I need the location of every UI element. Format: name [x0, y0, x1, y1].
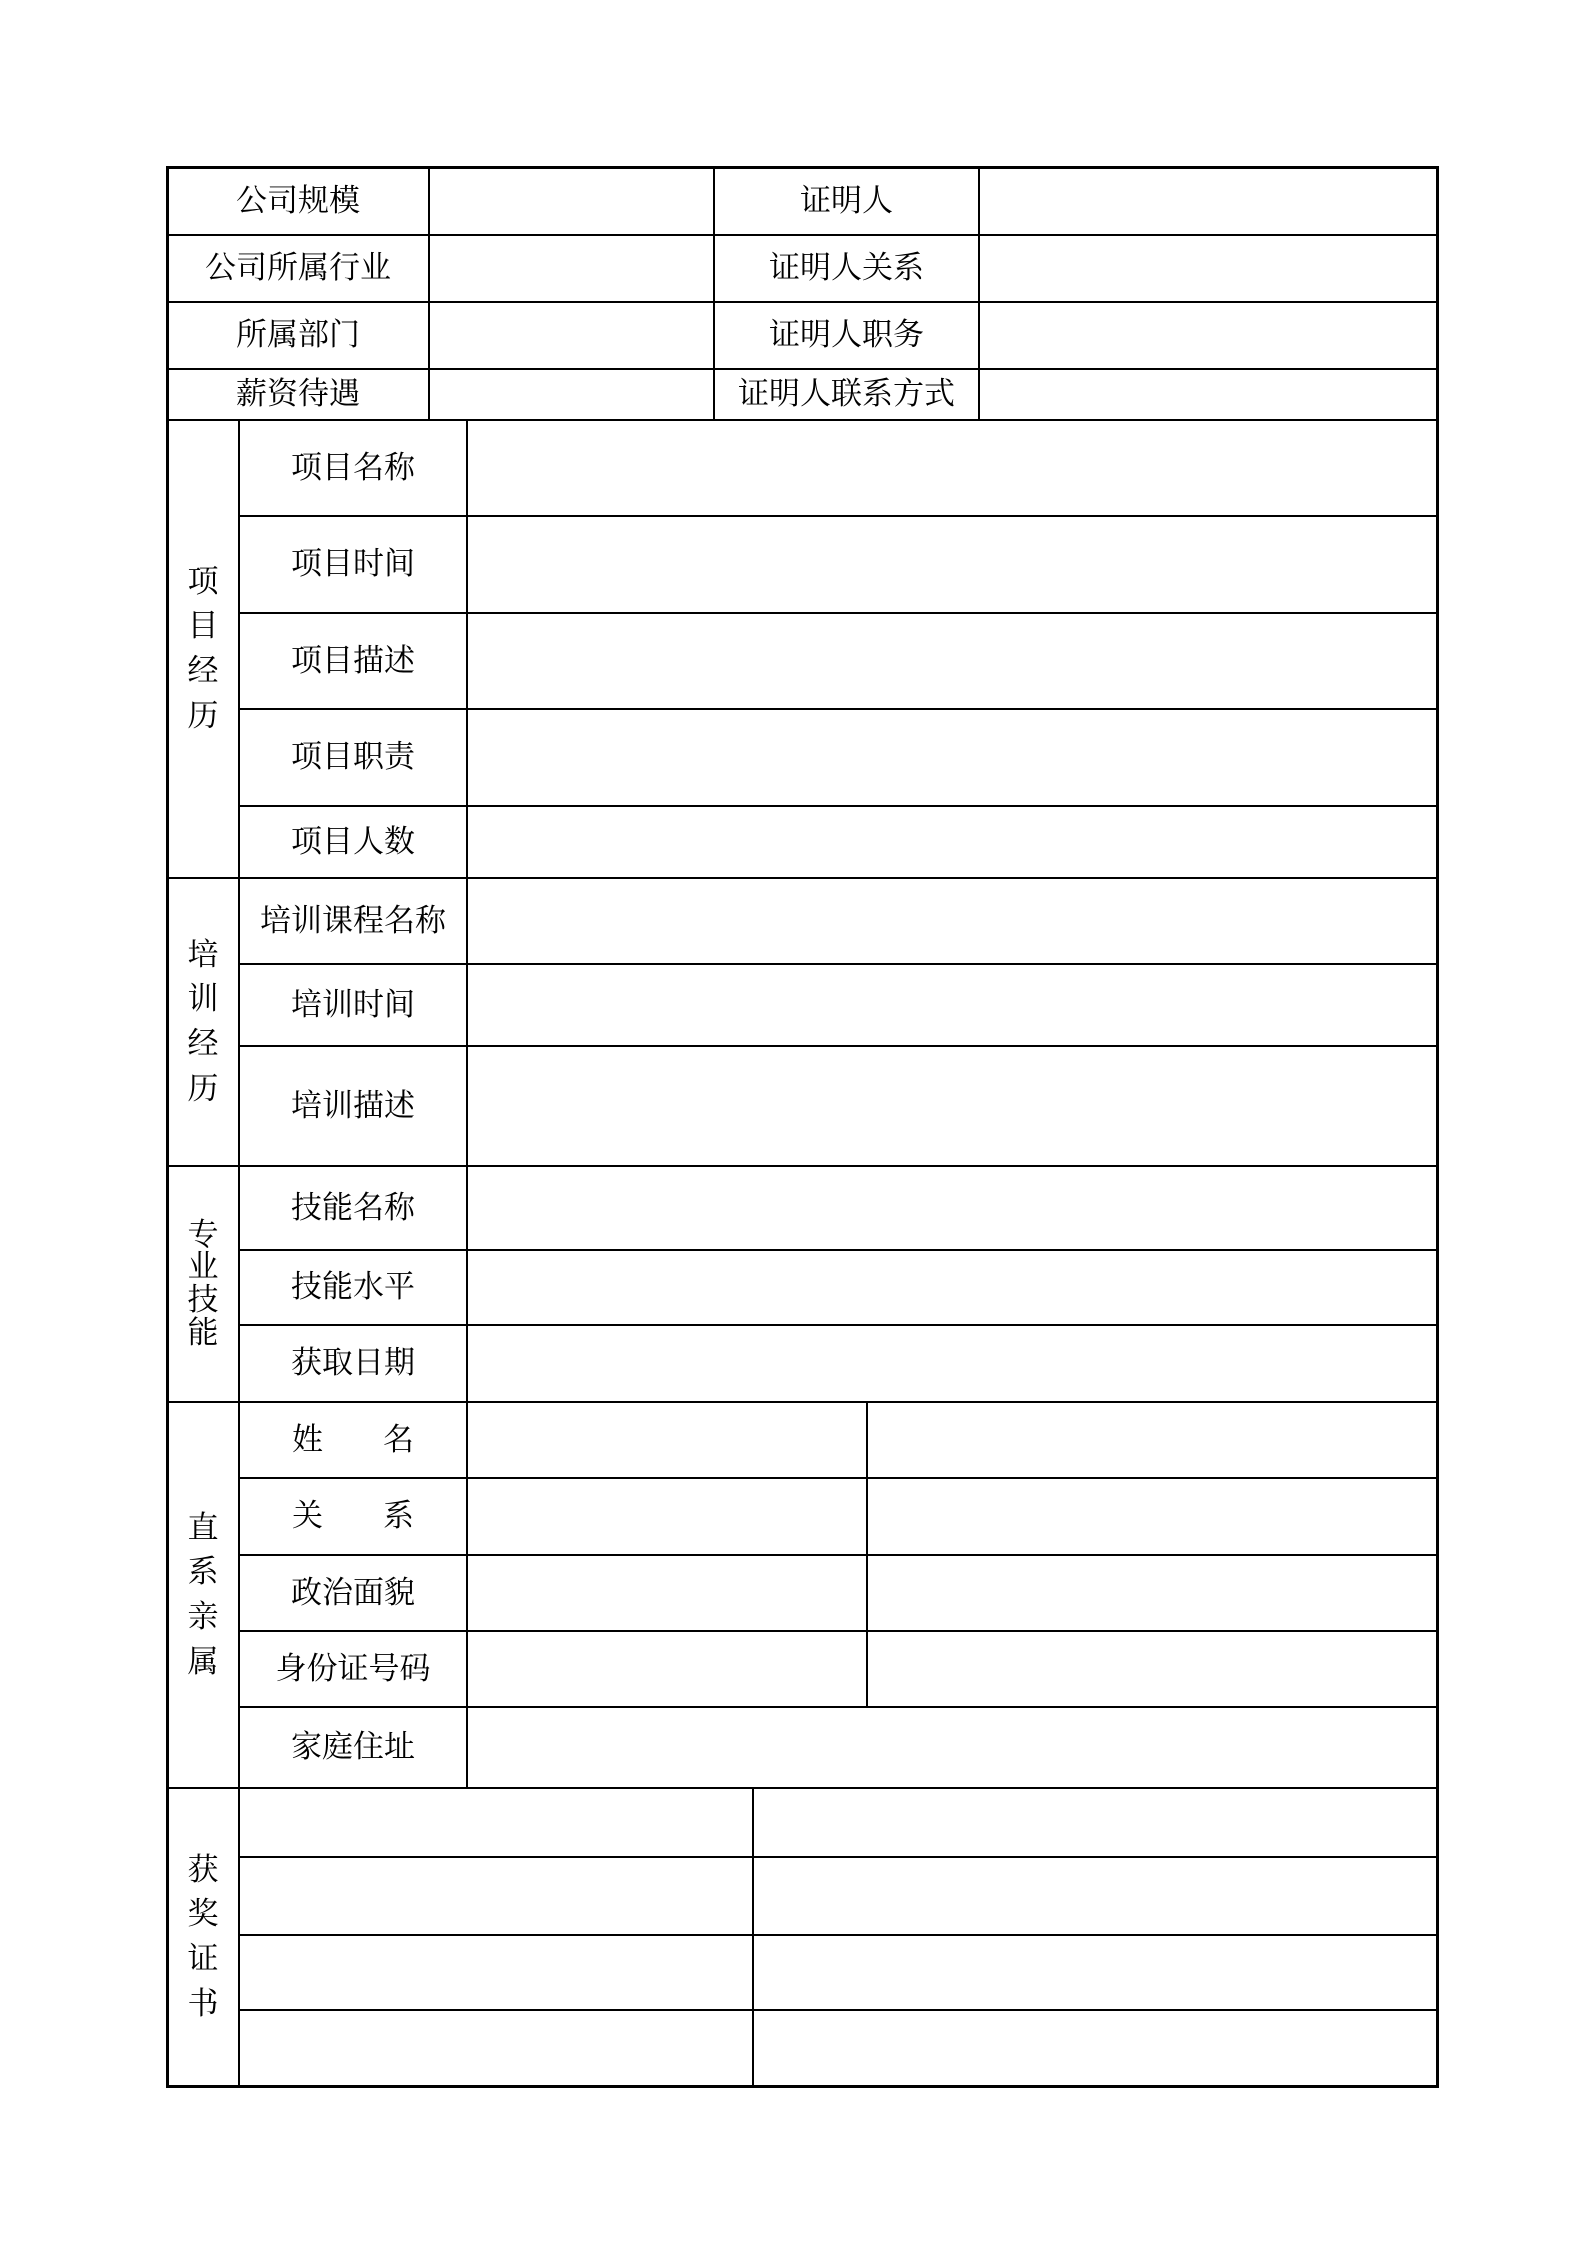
family-address-label: 家庭住址 [291, 1729, 415, 1765]
section-char: 历 [187, 1070, 219, 1107]
award-field-3b[interactable] [754, 1936, 1436, 2009]
company-industry-label: 公司所属行业 [205, 250, 391, 286]
company-scale-field[interactable] [430, 168, 713, 234]
family-id-number-label: 身份证号码 [275, 1650, 431, 1687]
project-headcount-field[interactable] [468, 807, 1436, 877]
salary-field[interactable] [430, 370, 713, 419]
family-political-label: 政治面貌 [291, 1574, 415, 1611]
section-char: 能 [187, 1314, 219, 1351]
skill-level-field[interactable] [468, 1251, 1436, 1324]
section-char: 经 [187, 1026, 219, 1062]
training-description-field[interactable] [468, 1047, 1436, 1165]
section-char: 获 [187, 1851, 219, 1888]
section-char: 培 [187, 936, 219, 973]
table-right-border [1436, 166, 1439, 2087]
department-field[interactable] [430, 303, 713, 368]
award-field-2b[interactable] [754, 1858, 1436, 1934]
family-political-field-1[interactable] [468, 1556, 866, 1630]
skill-level-label: 技能水平 [291, 1269, 415, 1305]
section-char: 系 [187, 1554, 219, 1591]
project-duty-label: 项目职责 [291, 739, 415, 775]
section-char: 历 [187, 697, 219, 734]
label-char: 名 [383, 1421, 414, 1458]
section-char: 属 [187, 1643, 219, 1680]
award-field-1b[interactable] [754, 1789, 1436, 1856]
label-char: 系 [383, 1498, 414, 1534]
awards-section-label [168, 1789, 238, 2085]
reference-contact-label: 证明人联系方式 [738, 376, 955, 412]
family-section-label [168, 1403, 238, 1787]
award-field-4a[interactable] [240, 2011, 752, 2085]
section-char: 经 [187, 653, 219, 689]
reference-contact-field[interactable] [980, 370, 1436, 419]
label-char: 关 [292, 1498, 323, 1534]
project-headcount-label: 项目人数 [291, 823, 415, 860]
section-char: 业 [187, 1249, 219, 1286]
project-description-label: 项目描述 [291, 642, 415, 679]
skills-section-label [168, 1167, 238, 1401]
skill-name-field[interactable] [468, 1167, 1436, 1249]
skill-name-label: 技能名称 [291, 1189, 415, 1226]
project-name-label: 项目名称 [291, 449, 415, 486]
training-section-label [168, 879, 238, 1165]
section-char: 训 [187, 981, 219, 1018]
reference-position-label: 证明人职务 [769, 317, 924, 353]
family-name-field-2[interactable] [868, 1403, 1436, 1477]
family-relation-field-2[interactable] [868, 1479, 1436, 1554]
section-char: 奖 [187, 1896, 219, 1933]
department-label: 所属部门 [236, 317, 360, 353]
award-field-1a[interactable] [240, 1789, 752, 1856]
table-bottom-border [166, 2085, 1439, 2088]
award-field-3a[interactable] [240, 1936, 752, 2009]
section-char: 亲 [187, 1599, 219, 1635]
reference-relation-label: 证明人关系 [769, 250, 924, 286]
section-char: 直 [187, 1509, 219, 1546]
family-name-label [240, 1403, 466, 1477]
training-course-label: 培训课程名称 [260, 902, 446, 939]
training-time-field[interactable] [468, 965, 1436, 1045]
salary-label: 薪资待遇 [236, 376, 360, 412]
section-char: 技 [187, 1282, 219, 1318]
award-field-4b[interactable] [754, 2011, 1436, 2085]
skill-date-field[interactable] [468, 1326, 1436, 1401]
training-description-label: 培训描述 [291, 1087, 415, 1124]
award-field-2a[interactable] [240, 1858, 752, 1934]
training-course-field[interactable] [468, 879, 1436, 963]
section-char: 目 [187, 608, 219, 645]
project-description-field[interactable] [468, 614, 1436, 708]
family-relation-label [240, 1479, 466, 1554]
family-id-number-field-1[interactable] [468, 1632, 866, 1706]
training-time-label: 培训时间 [291, 986, 415, 1023]
section-char: 证 [187, 1941, 219, 1977]
company-industry-field[interactable] [430, 236, 713, 301]
family-id-number-field-2[interactable] [868, 1632, 1436, 1706]
section-char: 书 [187, 1985, 219, 2022]
family-relation-field-1[interactable] [468, 1479, 866, 1554]
family-name-field-1[interactable] [468, 1403, 866, 1477]
family-address-field[interactable] [468, 1708, 1436, 1787]
section-char: 项 [187, 563, 219, 600]
project-section-label [168, 421, 238, 877]
project-name-field[interactable] [468, 421, 1436, 515]
project-time-field[interactable] [468, 517, 1436, 612]
project-duty-field[interactable] [468, 710, 1436, 805]
reference-name-label: 证明人 [800, 182, 893, 219]
family-political-field-2[interactable] [868, 1556, 1436, 1630]
skill-date-label: 获取日期 [291, 1345, 415, 1381]
reference-position-field[interactable] [980, 303, 1436, 368]
company-scale-label: 公司规模 [236, 182, 360, 219]
section-char: 专 [187, 1216, 219, 1253]
reference-relation-field[interactable] [980, 236, 1436, 301]
reference-name-field[interactable] [980, 168, 1436, 234]
project-time-label: 项目时间 [291, 546, 415, 582]
label-char: 姓 [292, 1421, 323, 1458]
